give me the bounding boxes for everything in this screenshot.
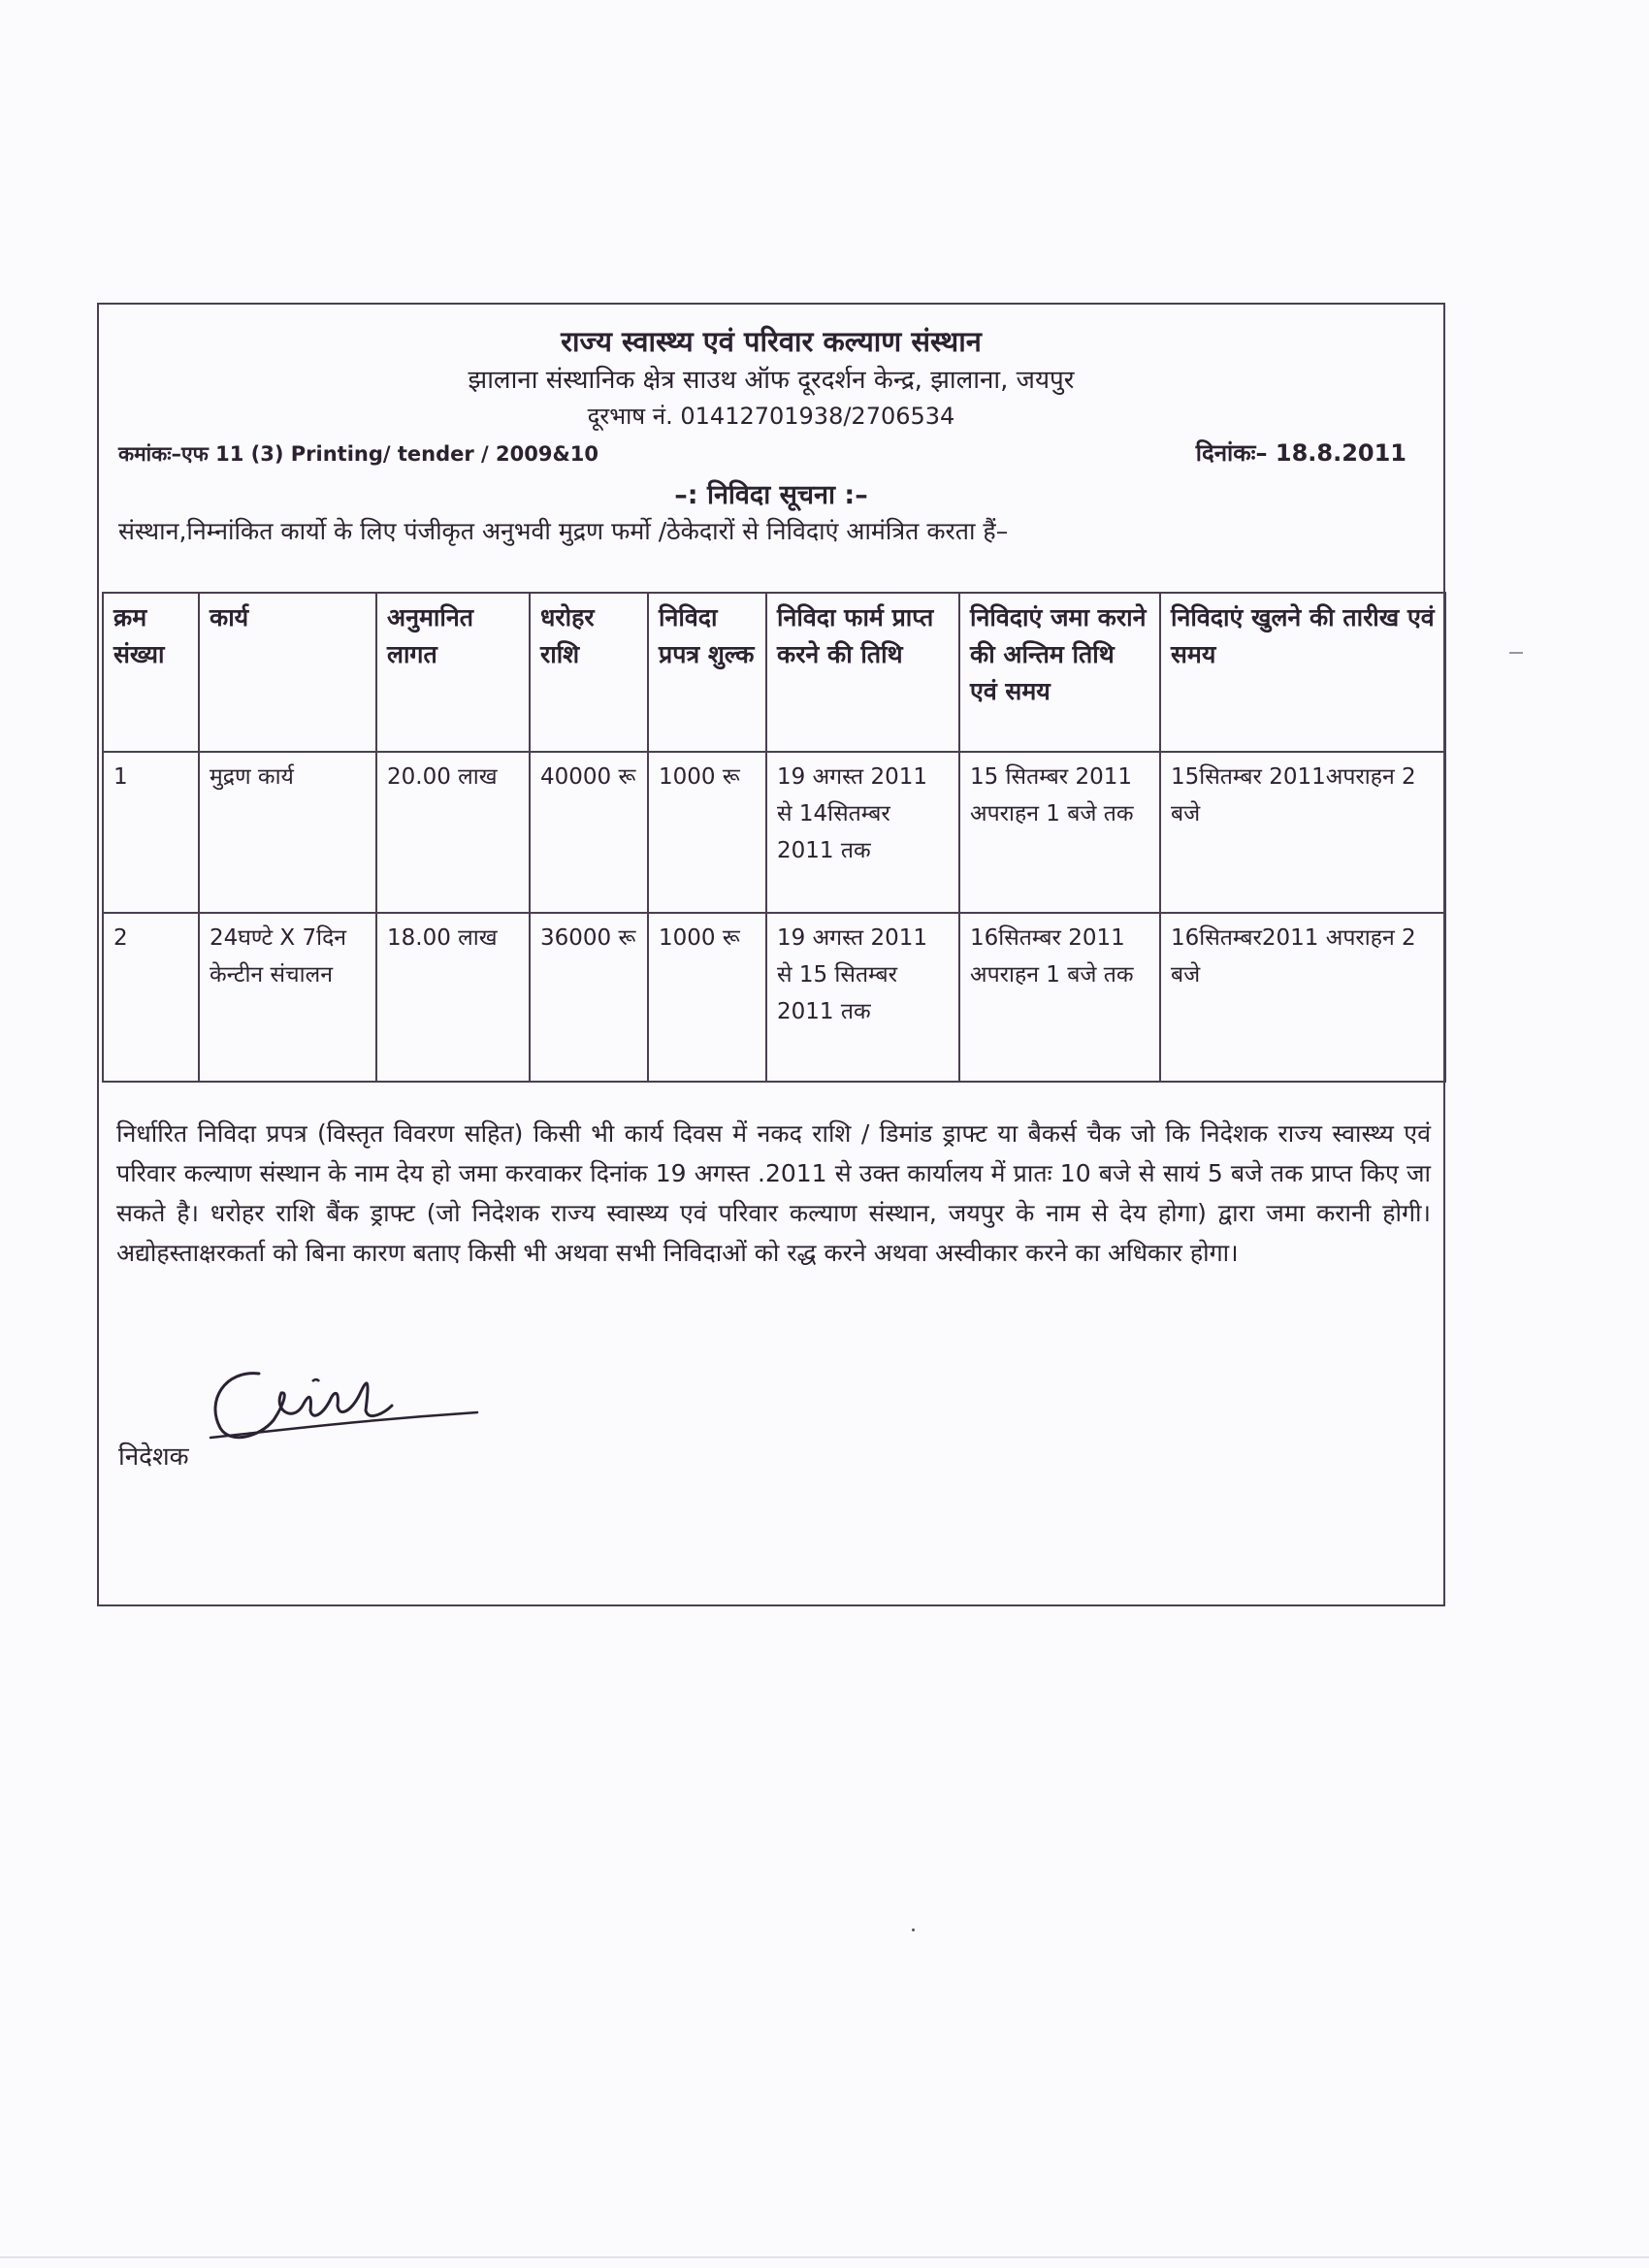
table-cell: 24घण्टे X 7दिन केन्टीन संचालन [199,913,376,1082]
table-cell: मुद्रण कार्य [199,752,376,913]
scan-dot [912,1928,915,1931]
table-cell: 1000 रू [648,752,766,913]
column-header: धरोहर राशि [530,593,648,752]
table-cell: 16सितम्बर2011 अपराहन 2 बजे [1160,913,1445,1082]
column-header: कार्य [199,593,376,752]
intro-text: संस्थान,निम्नांकित कार्यो के लिए पंजीकृत अनुभवी मुद्रण फर्मो /ठेकेदारों से निविदाएं आमंत्रित करता हैं– [118,517,1009,545]
column-header: निविदा फार्म प्राप्त करने की तिथि [766,593,959,752]
table-cell: 19 अगस्त 2011 से 15 सितम्बर 2011 तक [766,913,959,1082]
table-cell: 15सितम्बर 2011अपराहन 2 बजे [1160,752,1445,913]
signature-image [167,1352,497,1459]
table-row [103,752,1445,913]
table-row [103,913,1445,1082]
reference-number: कमांकः–एफ 11 (3) Printing/ tender / 2009&10 [118,442,598,466]
table-header-row [103,593,1445,752]
organization-phone: दूरभाष नं. 01412701938/2706534 [587,403,955,430]
table-cell: 2 [103,913,199,1082]
table-cell: 1000 रू [648,913,766,1082]
scan-mark [1509,652,1523,654]
column-header: निविदाएं खुलने की तारीख एवं समय [1160,593,1445,752]
column-header: अनुमानित लागत [376,593,530,752]
table-cell: 19 अगस्त 2011 से 14सितम्बर 2011 तक [766,752,959,913]
notice-title: –: निविदा सूचना :– [674,480,868,510]
column-header: निविदा प्रपत्र शुल्क [648,593,766,752]
table-cell: 15 सितम्बर 2011 अपराहन 1 बजे तक [959,752,1160,913]
table-cell: 20.00 लाख [376,752,530,913]
column-header: क्रम संख्या [103,593,199,752]
organization-name: राज्य स्वास्थ्य एवं परिवार कल्याण संस्थान [561,325,982,358]
tender-table [102,592,1446,1083]
terms-paragraph: निर्धारित निविदा प्रपत्र (विस्तृत विवरण सहित) किसी भी कार्य दिवस में नकद राशि / डिमांड ड्राफ्ट या बैकर्स चैक जो कि निदेशक राज्य स्वास्थ्य एवं परिवार कल्याण संस्थान के नाम देय हो जमा करवाकर दिनांक 19 अगस्त .2011 से उक्त कार्यालय में प्रातः 10 बजे से सायं 5 बजे तक प्राप्त किए जा सकते है। धरोहर राशि बैंक ड्राफ्ट (जो निदेशक राज्य स्वास्थ्य एवं परिवार कल्याण संस्थान, जयपुर के नाम से देय होगा) द्वारा जमा करानी होगी। अद्योहस्ताक्षरकर्ता को बिना कारण बताए किसी भी अथवा सभी निविदाओं को रद्ध करने अथवा अस्वीकार करने का अधिकार होगा। [116,1119,1431,1267]
table-cell: 16सितम्बर 2011 अपराहन 1 बजे तक [959,913,1160,1082]
table-cell: 40000 रू [530,752,648,913]
table-cell: 18.00 लाख [376,913,530,1082]
table-cell: 1 [103,752,199,913]
scan-edge [0,2256,1649,2258]
signatory-title: निदेशक [118,1442,189,1472]
column-header: निविदाएं जमा कराने की अन्तिम तिथि एवं समय [959,593,1160,752]
organization-address: झालाना संस्थानिक क्षेत्र साउथ ऑफ दूरदर्शन केन्द्र, झालाना, जयपुर [468,366,1075,395]
notice-date: दिनांकः– 18.8.2011 [1195,439,1406,467]
notice-frame [97,303,1445,1606]
table-cell: 36000 रू [530,913,648,1082]
